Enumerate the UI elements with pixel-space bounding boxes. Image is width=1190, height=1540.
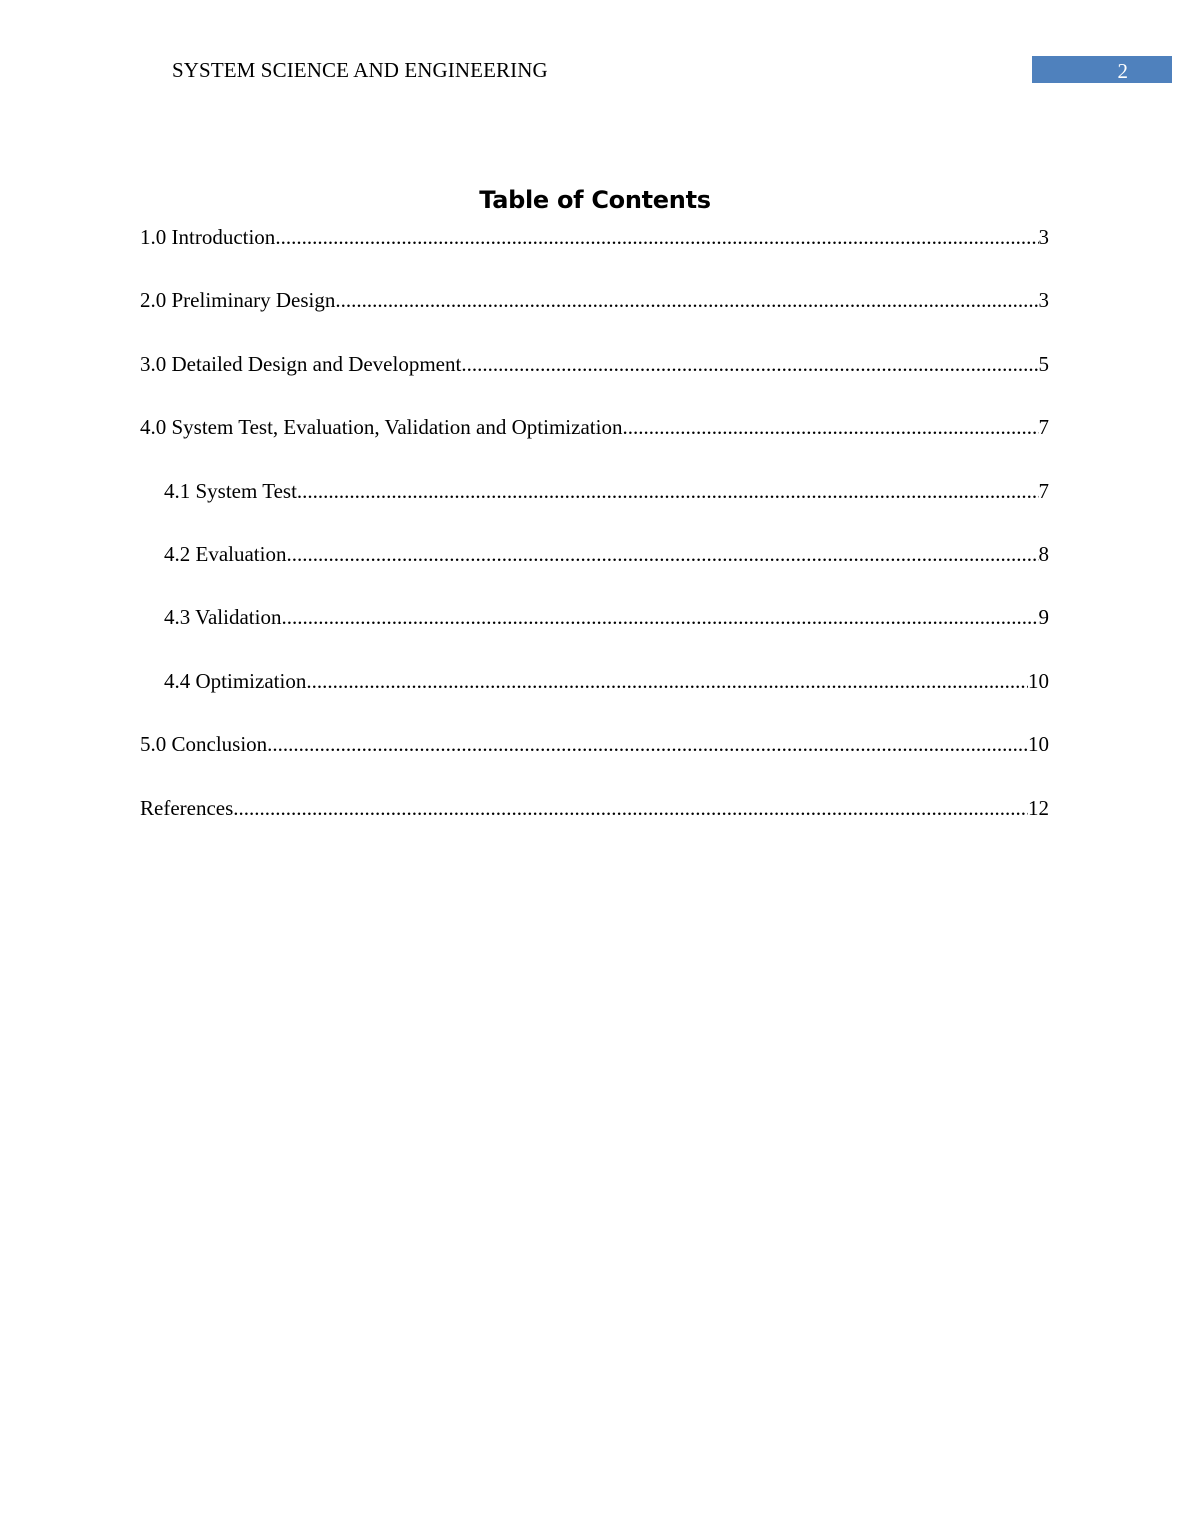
- toc-entry-evaluation[interactable]: [140, 541, 1049, 604]
- toc-dot-leader: [622, 414, 1038, 441]
- toc-entry-introduction[interactable]: [140, 224, 1049, 287]
- toc-entry-page: 12: [1028, 795, 1049, 820]
- toc-entry-system-test[interactable]: [140, 478, 1049, 541]
- toc-dot-leader: [275, 224, 1038, 251]
- running-header-title: SYSTEM SCIENCE AND ENGINEERING: [172, 58, 548, 82]
- toc-entry-page: 10: [1028, 732, 1049, 757]
- toc-dot-leader: [335, 287, 1038, 314]
- toc-entry-page: 3: [1038, 225, 1049, 249]
- toc-entry-label: 4.1 System Test: [164, 478, 297, 503]
- toc-entry-label: 4.3 Validation: [164, 605, 282, 630]
- toc-dot-leader: [461, 351, 1038, 378]
- toc-entry-page: 3: [1038, 288, 1049, 313]
- toc-dot-leader: [267, 731, 1028, 758]
- toc-entry-label: 1.0 Introduction: [140, 225, 276, 249]
- toc-dot-leader: [297, 478, 1039, 505]
- toc-dot-leader: [281, 604, 1038, 631]
- toc-entry-page: 7: [1038, 478, 1049, 503]
- toc-entry-page: 10: [1028, 668, 1049, 693]
- toc-entry-page: 9: [1038, 605, 1049, 630]
- toc-entry-label: 5.0 Conclusion: [140, 732, 268, 757]
- page-number-badge: [1032, 56, 1172, 83]
- toc-entry-label: 3.0 Detailed Design and Development: [140, 351, 462, 376]
- toc-entry-page: 5: [1038, 351, 1049, 376]
- toc-entry-label: 4.0 System Test, Evaluation, Validation and Optimization: [140, 415, 623, 440]
- toc-dot-leader: [233, 795, 1028, 822]
- table-of-contents: [140, 224, 1049, 858]
- toc-entry-label: References: [140, 795, 234, 820]
- toc-entry-preliminary-design[interactable]: [140, 287, 1049, 350]
- toc-entry-optimization[interactable]: [140, 668, 1049, 731]
- toc-entry-page: 8: [1038, 541, 1049, 566]
- toc-entry-validation[interactable]: [140, 604, 1049, 667]
- toc-entry-conclusion[interactable]: [140, 731, 1049, 794]
- page-number: 2: [1117, 59, 1128, 83]
- toc-entry-label: 2.0 Preliminary Design: [140, 288, 336, 313]
- toc-entry-label: 4.2 Evaluation: [164, 541, 287, 566]
- toc-entry-page: 7: [1038, 415, 1049, 440]
- toc-entry-detailed-design[interactable]: [140, 351, 1049, 414]
- toc-dot-leader: [306, 668, 1028, 695]
- toc-heading: Table of Contents: [479, 186, 711, 214]
- toc-dot-leader: [286, 541, 1038, 568]
- toc-entry-label: 4.4 Optimization: [164, 668, 307, 693]
- toc-entry-references[interactable]: [140, 795, 1049, 858]
- toc-entry-system-test-evaluation[interactable]: [140, 414, 1049, 477]
